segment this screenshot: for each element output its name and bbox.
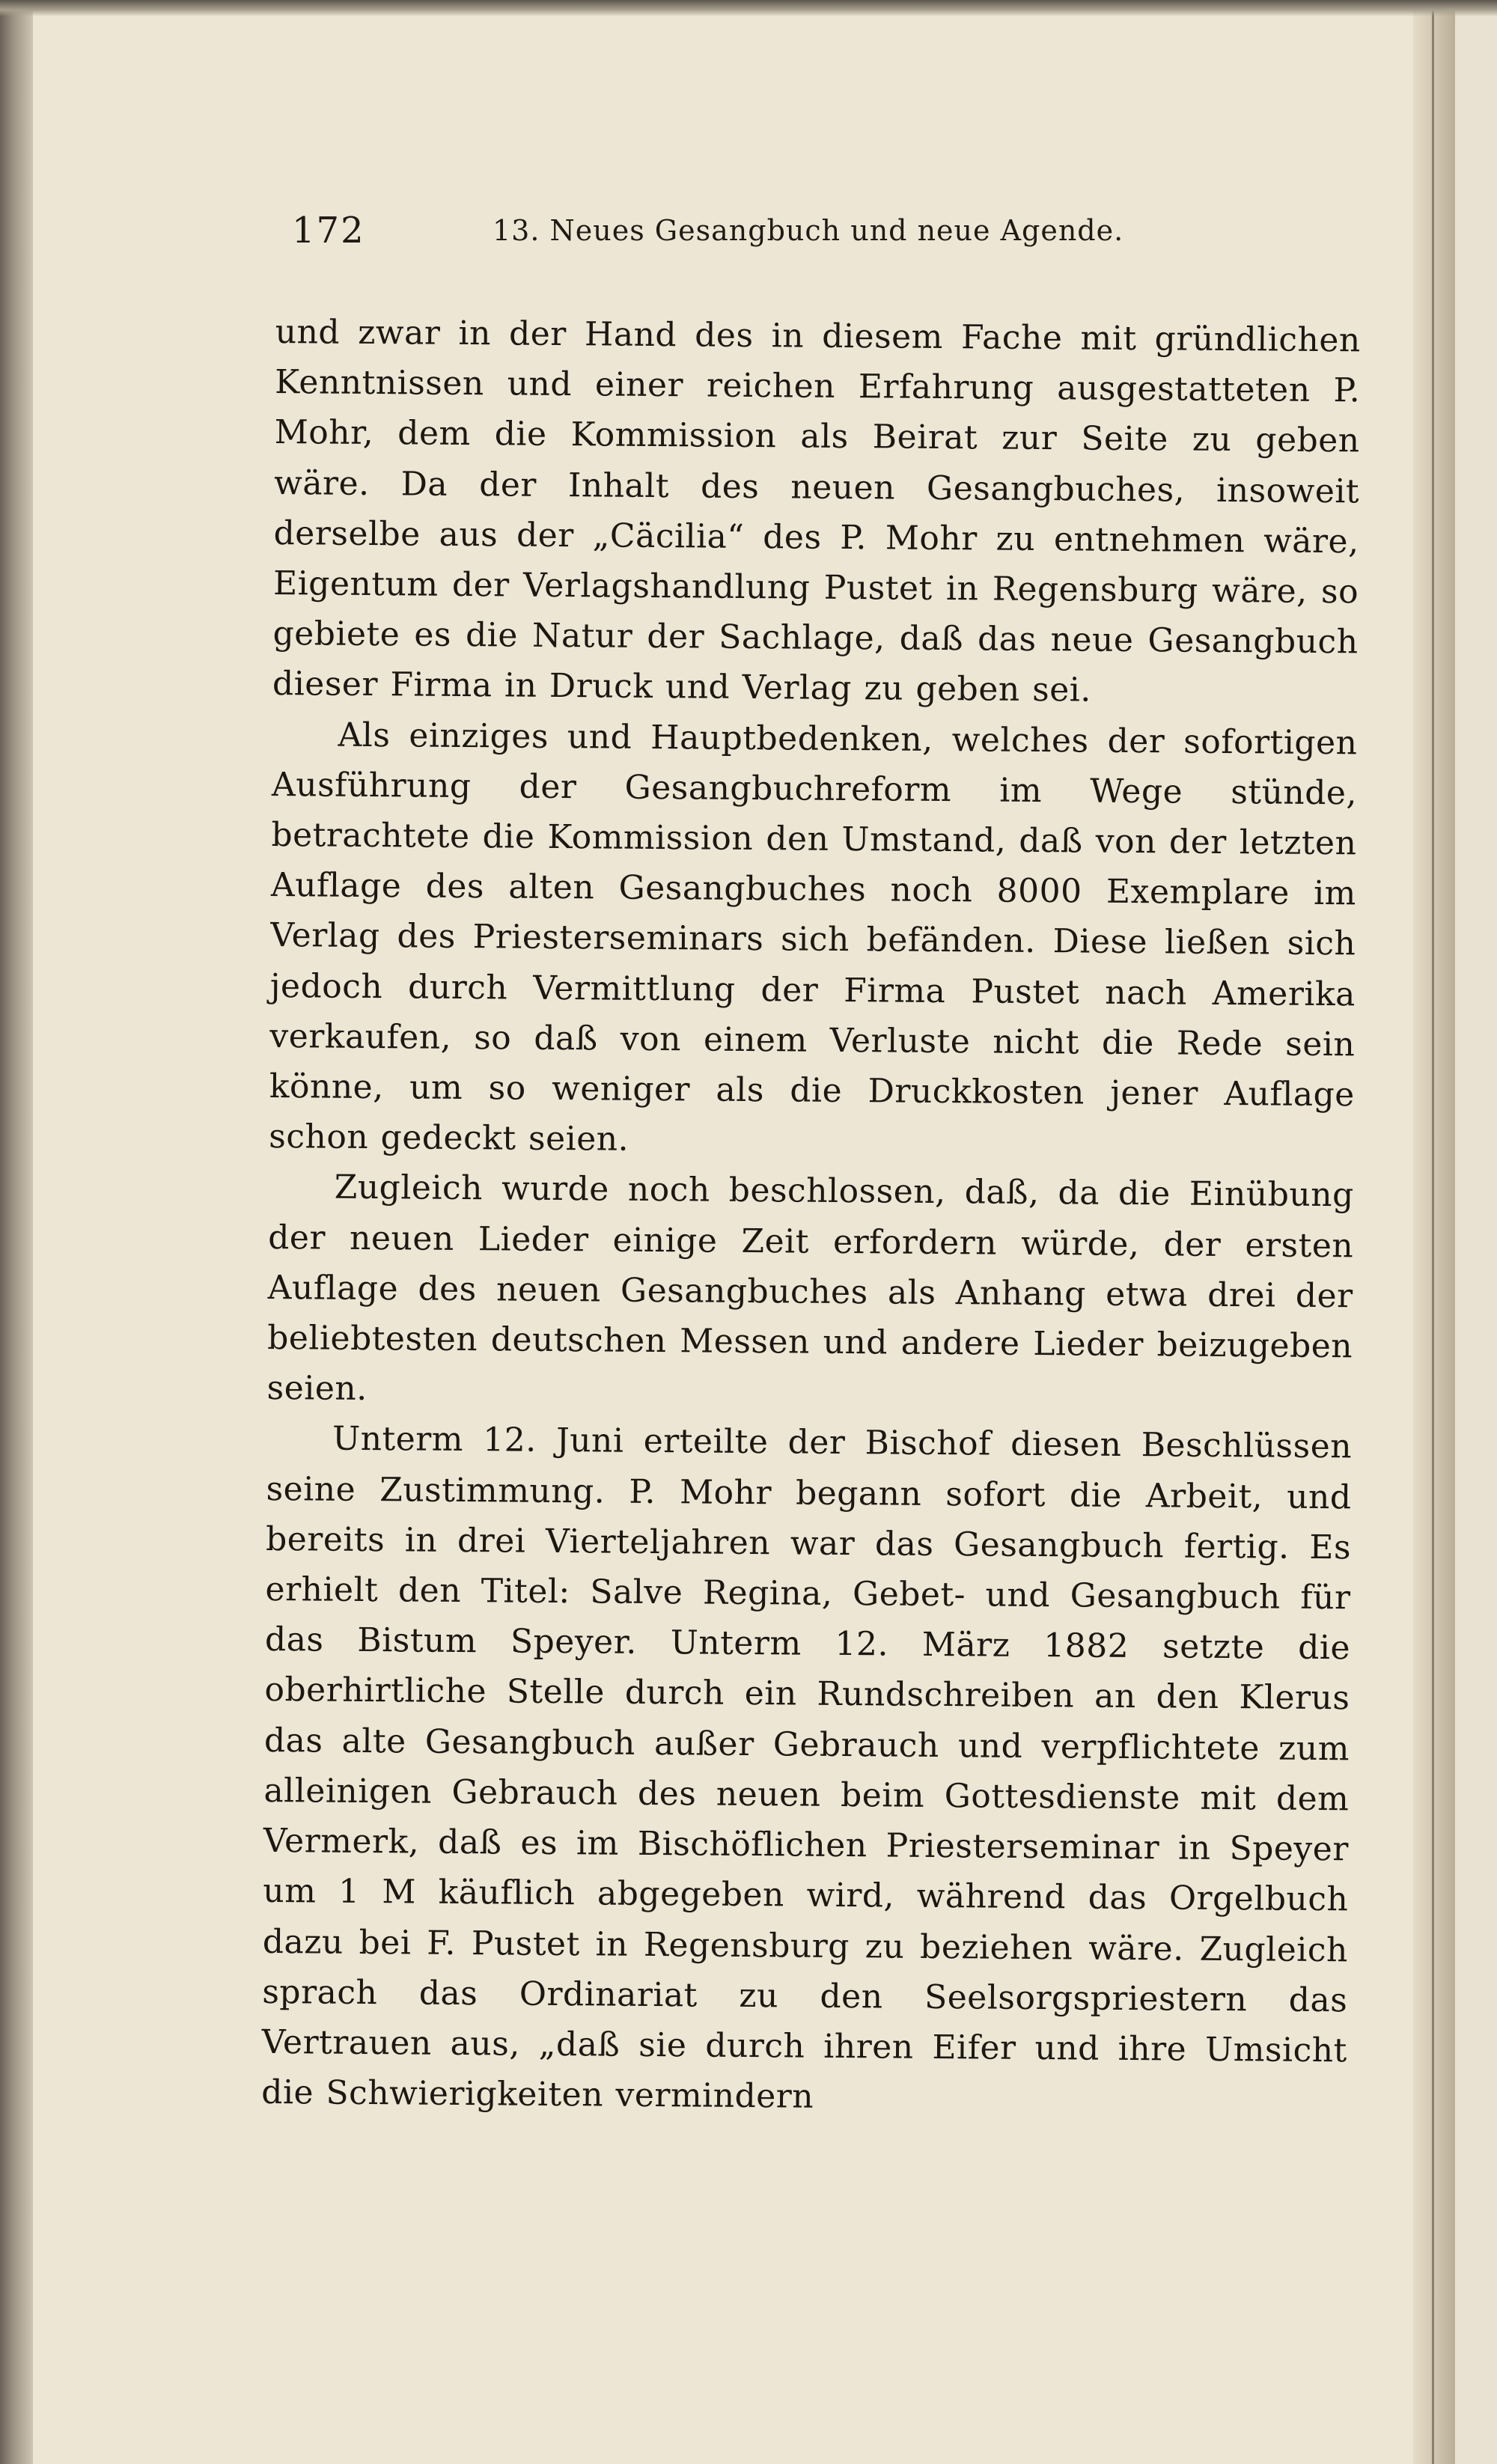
page-number: 172 <box>292 210 365 251</box>
paragraph: Als einziges und Hauptbedenken, welches der sofortigen Ausführung der Gesangbuchreform im Wege stünde, betrachtete die Kommission den Umstand, daß von der letzten Auflage des alten Gesangbuches noch 8000 Exemplare im Verlag des Priesterseminars sich befänden. Diese ließen sich jedoch durch Vermittlung der Firma Pustet nach Amerika verkaufen, so daß von einem Verluste nicht die Rede sein könne, um so weniger als die Druckkosten jener Auflage schon gedeckt seien. <box>269 716 1358 1159</box>
scan-left-edge <box>0 0 33 2464</box>
page-header <box>292 210 1220 262</box>
paragraph: Unterm 12. Juni erteilte der Bischof diesen Beschlüssen seine Zustimmung. P. Mohr begann sofort die Arbeit, und bereits in drei Vierteljahren war das Gesangbuch fertig. Es erhielt den Titel: Salve Regina, Gebet- und Gesangbuch für das Bistum Speyer. Unterm 12. März 1882 setzte die oberhirtliche Stelle durch ein Rundschreiben an den Klerus das alte Gesangbuch außer Gebrauch und verpflichtete zum alleinigen Gebrauch des neuen beim Gottesdienste mit dem Vermerk, daß es im Bischöflichen Priesterseminar in Speyer um 1 M käuflich abgegeben wird, während das Orgelbuch dazu bei F. Pustet in Regensburg zu beziehen wäre. Zugleich sprach das Ordinariat zu den Seelsorgspriestern das Vertrauen aus, „daß sie durch ihren Eifer und ihre Umsicht die Schwierigkeiten vermindern <box>261 1420 1353 2116</box>
running-title: 13. Neues Gesangbuch und neue Agende. <box>493 214 1124 247</box>
paragraph: Zugleich wurde noch beschlossen, daß, da die Einübung der neuen Lieder einige Zeit erfordern würde, der ersten Auflage des neuen Gesangbuches als Anhang etwa drei der beliebtesten deutschen Messen und andere Lieder beizugeben seien. <box>266 1168 1354 1409</box>
body-text <box>261 307 1361 2126</box>
scan-top-edge <box>0 0 1497 16</box>
page-gutter <box>1413 0 1455 2464</box>
paragraph-continued: und zwar in der Hand des in diesem Fache mit gründlichen Kenntnissen und einer reichen Erfahrung ausgestatteten P. Mohr, dem die Kommission als Beirat zur Seite zu geben wäre. Da der Inhalt des neuen Gesangbuches, insoweit derselbe aus der „Cäcilia“ des P. Mohr zu entnehmen wäre, Eigentum der Verlagshandlung Pustet in Regensburg wäre, so gebiete es die Natur der Sachlage, daß das neue Gesangbuch dieser Firma in Druck und Verlag zu geben sei. <box>272 312 1361 710</box>
gutter-line <box>1432 0 1434 2464</box>
